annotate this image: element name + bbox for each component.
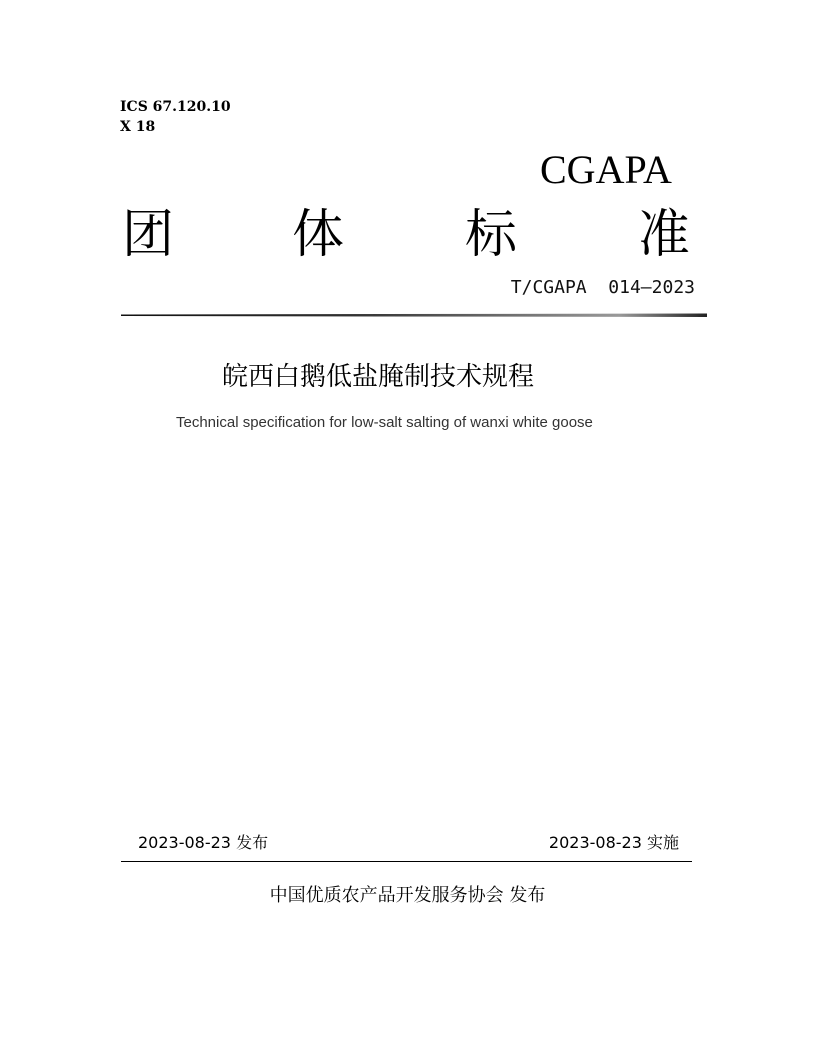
org-code: CGAPA: [540, 147, 672, 192]
release-date: 2023-08-23 发布: [138, 833, 269, 852]
publisher: 中国优质农产品开发服务协会 发布: [269, 885, 546, 906]
header-divider: [121, 312, 707, 317]
footer-divider: [121, 861, 692, 862]
ics-code: ICS 67.120.10: [120, 99, 231, 115]
standard-type-char-3: 标: [465, 205, 518, 265]
standard-type-char-1: 团: [122, 205, 175, 265]
document-title-en: Technical specification for low-salt salting of wanxi white goose: [176, 414, 593, 431]
ccs-code: X 18: [120, 119, 156, 135]
classification-codes: [120, 97, 231, 137]
standard-type-char-4: 准: [638, 205, 691, 265]
standard-type-heading: [120, 200, 700, 270]
document-title-zh: 皖西白鹅低盐腌制技术规程: [222, 362, 535, 392]
implement-date: 2023-08-23 实施: [548, 833, 679, 852]
standard-number: T/CGAPA 014—2023: [510, 277, 695, 298]
standard-type-char-2: 体: [292, 205, 345, 265]
